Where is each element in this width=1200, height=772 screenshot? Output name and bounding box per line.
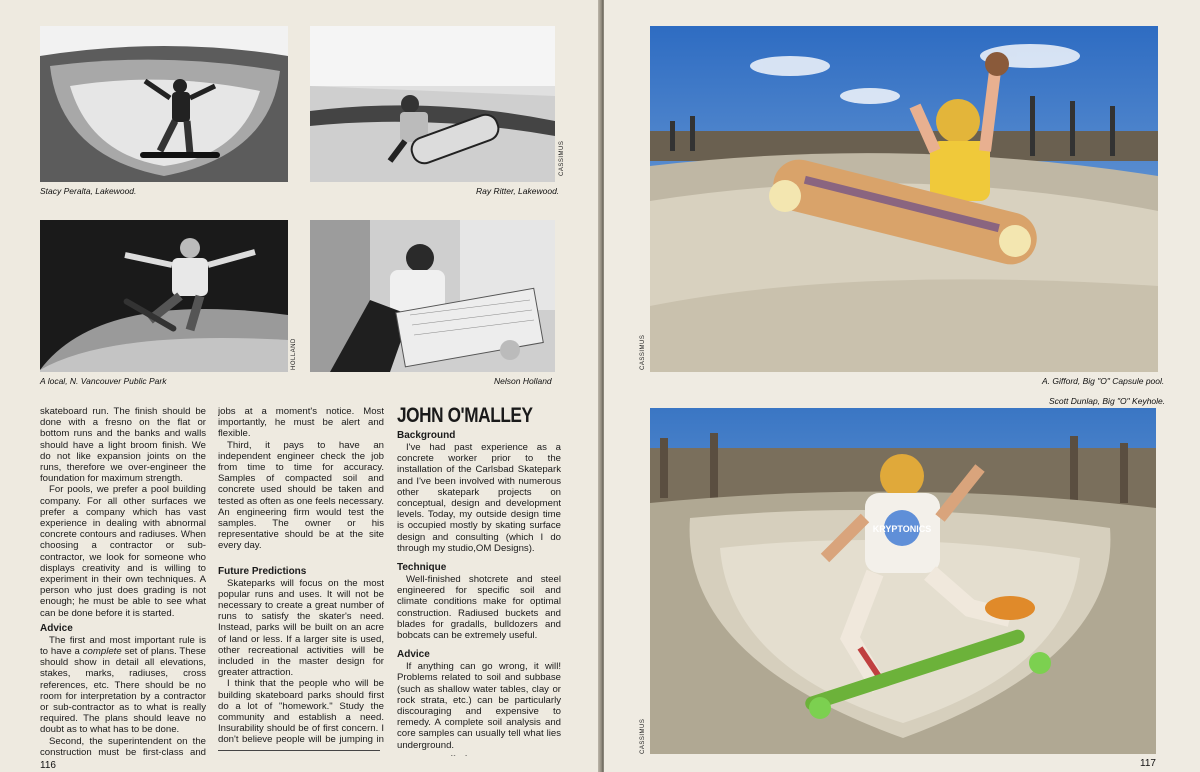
- advice-heading-2: Advice: [397, 649, 430, 661]
- photo-gifford-capsule-pool: [650, 26, 1158, 372]
- photo-nelson-holland: [310, 220, 555, 372]
- photo-credit-cassimus-3: CASSIMUS: [640, 718, 646, 754]
- col1-paragraph-1: skateboard run. The finish should be done with a fresno on the flat or bottom runs and the banks and walls should have a light broom finish. We do not like expansion joints on the runs, therefore we over-engineer the foundation for maximum strength.: [40, 406, 206, 485]
- kryptonics-shirt-logo: KRYPTONICS: [872, 524, 932, 534]
- photo-credit-cassimus-1: CASSIMUS: [559, 140, 565, 176]
- photo-local-vancouver: [40, 220, 288, 372]
- col2-paragraph-1: jobs at a moment's notice. Most importantly, he must be alert and flexible.: [218, 406, 384, 440]
- col2-paragraph-3: Skateparks will focus on the most popular runs and uses. It will not be necessary to create a great number of runs to satisfy the skater's need. Instead, parks will be built on an acre of land or less. If a larger site is used, other recreational activities will be included in the master design for greater attraction.: [218, 577, 384, 679]
- page-number-right: 117: [1140, 758, 1156, 769]
- article-column-1: [40, 406, 206, 756]
- column-2-end-rule: [218, 750, 380, 751]
- advice-heading: Advice: [40, 622, 73, 634]
- photo-ray-ritter: [310, 26, 555, 182]
- caption-local-vancouver: A local, N. Vancouver Public Park: [40, 376, 167, 386]
- technique-heading: Technique: [397, 562, 447, 574]
- future-predictions-heading: Future Predictions: [218, 565, 307, 577]
- photo-dunlap-keyhole: [650, 408, 1156, 754]
- col2-paragraph-2: Third, it pays to have an independent engineer check the job from time to time for accuracy. Samples of compacted soil and concrete used should be taken and tested as often as one feels necessary. An engineering firm would test the samples. The owner or his representative should be at the site every day.: [218, 439, 384, 552]
- col1-paragraph-4: Second, the superintendent on the construction must be first-class and: [40, 735, 206, 756]
- col3-paragraph-3: If anything can go wrong, it will! Problems related to soil and subbase (such as shallow water tables, clay or rock strata, etc.) can be particularly discouraging and expensive to remedy. A complete soil analysis and core samples can usually tell what lies underground.: [397, 661, 561, 751]
- caption-dunlap: Scott Dunlap, Big "O" Keyhole.: [1049, 396, 1166, 406]
- photo-stacy-peralta: [40, 26, 288, 182]
- article-column-3: [397, 404, 561, 756]
- background-heading: Background: [397, 430, 456, 441]
- col3-paragraph-1: I've had past experience as a concrete worker prior to the installation of the Carlsbad Skatepark and I've been involved with numerous other skatepark projects on conceptual, design and development levels. Today, my outside design time is occupied mostly by skating surface design and consulting (which I do through my studio,OM Designs).: [397, 442, 561, 554]
- col3-paragraph-2: Well-finished shotcrete and steel engineered for specific soil and climate conditions make for optimal construction. Radiused buckets and blades for gradalls, bulldozers and bobcats can be extremely useful.: [397, 574, 561, 642]
- future-predictions-heading-2: [397, 755, 561, 756]
- col2-paragraph-4: I think that the people who will be building skateboard parks should first do a lot of "homework." Study the community and establish a need. Insurability should be of first concern. I don't believe people will be jumping in: [218, 678, 384, 746]
- john-omalley-heading: JOHN O'MALLEY: [397, 404, 533, 427]
- caption-stacy-peralta: Stacy Peralta, Lakewood.: [40, 186, 137, 196]
- col1-paragraph-3: [40, 635, 206, 736]
- article-column-2: [218, 406, 384, 746]
- col1-emphasis: complete: [82, 646, 122, 658]
- right-page: [604, 0, 1200, 772]
- photo-credit-cassimus-2: CASSIMUS: [640, 334, 646, 370]
- caption-gifford: A. Gifford, Big "O" Capsule pool.: [1042, 376, 1165, 386]
- col1-paragraph-2: For pools, we prefer a pool building company. For all other surfaces we prefer a company which has vast experience in dealing with abnormal concrete contours and radiuses. When choosing a contractor or sub-contractor, we look for someone who displays creativity and is willing to experiment in their own techniques. A person who just does grading is not enough; he must be able to see what can be done before it is started.: [40, 484, 206, 619]
- page-number-left: 116: [40, 760, 56, 771]
- col1-paragraph-3a: The first and most important rule is to have a: [40, 634, 206, 658]
- caption-ray-ritter: Ray Ritter, Lakewood.: [476, 186, 560, 196]
- photo-credit-holland: HOLLAND: [291, 338, 297, 370]
- col1-paragraph-3b: set of plans. These should show in detail all elevations, stakes, marks, radiuses, cross references, etc. There should be no room for interpretation by a contractor or sub-contractor as to what is really required. The plans should leave no doubt as to what has to be done.: [40, 646, 206, 736]
- caption-nelson-holland: Nelson Holland: [494, 376, 552, 386]
